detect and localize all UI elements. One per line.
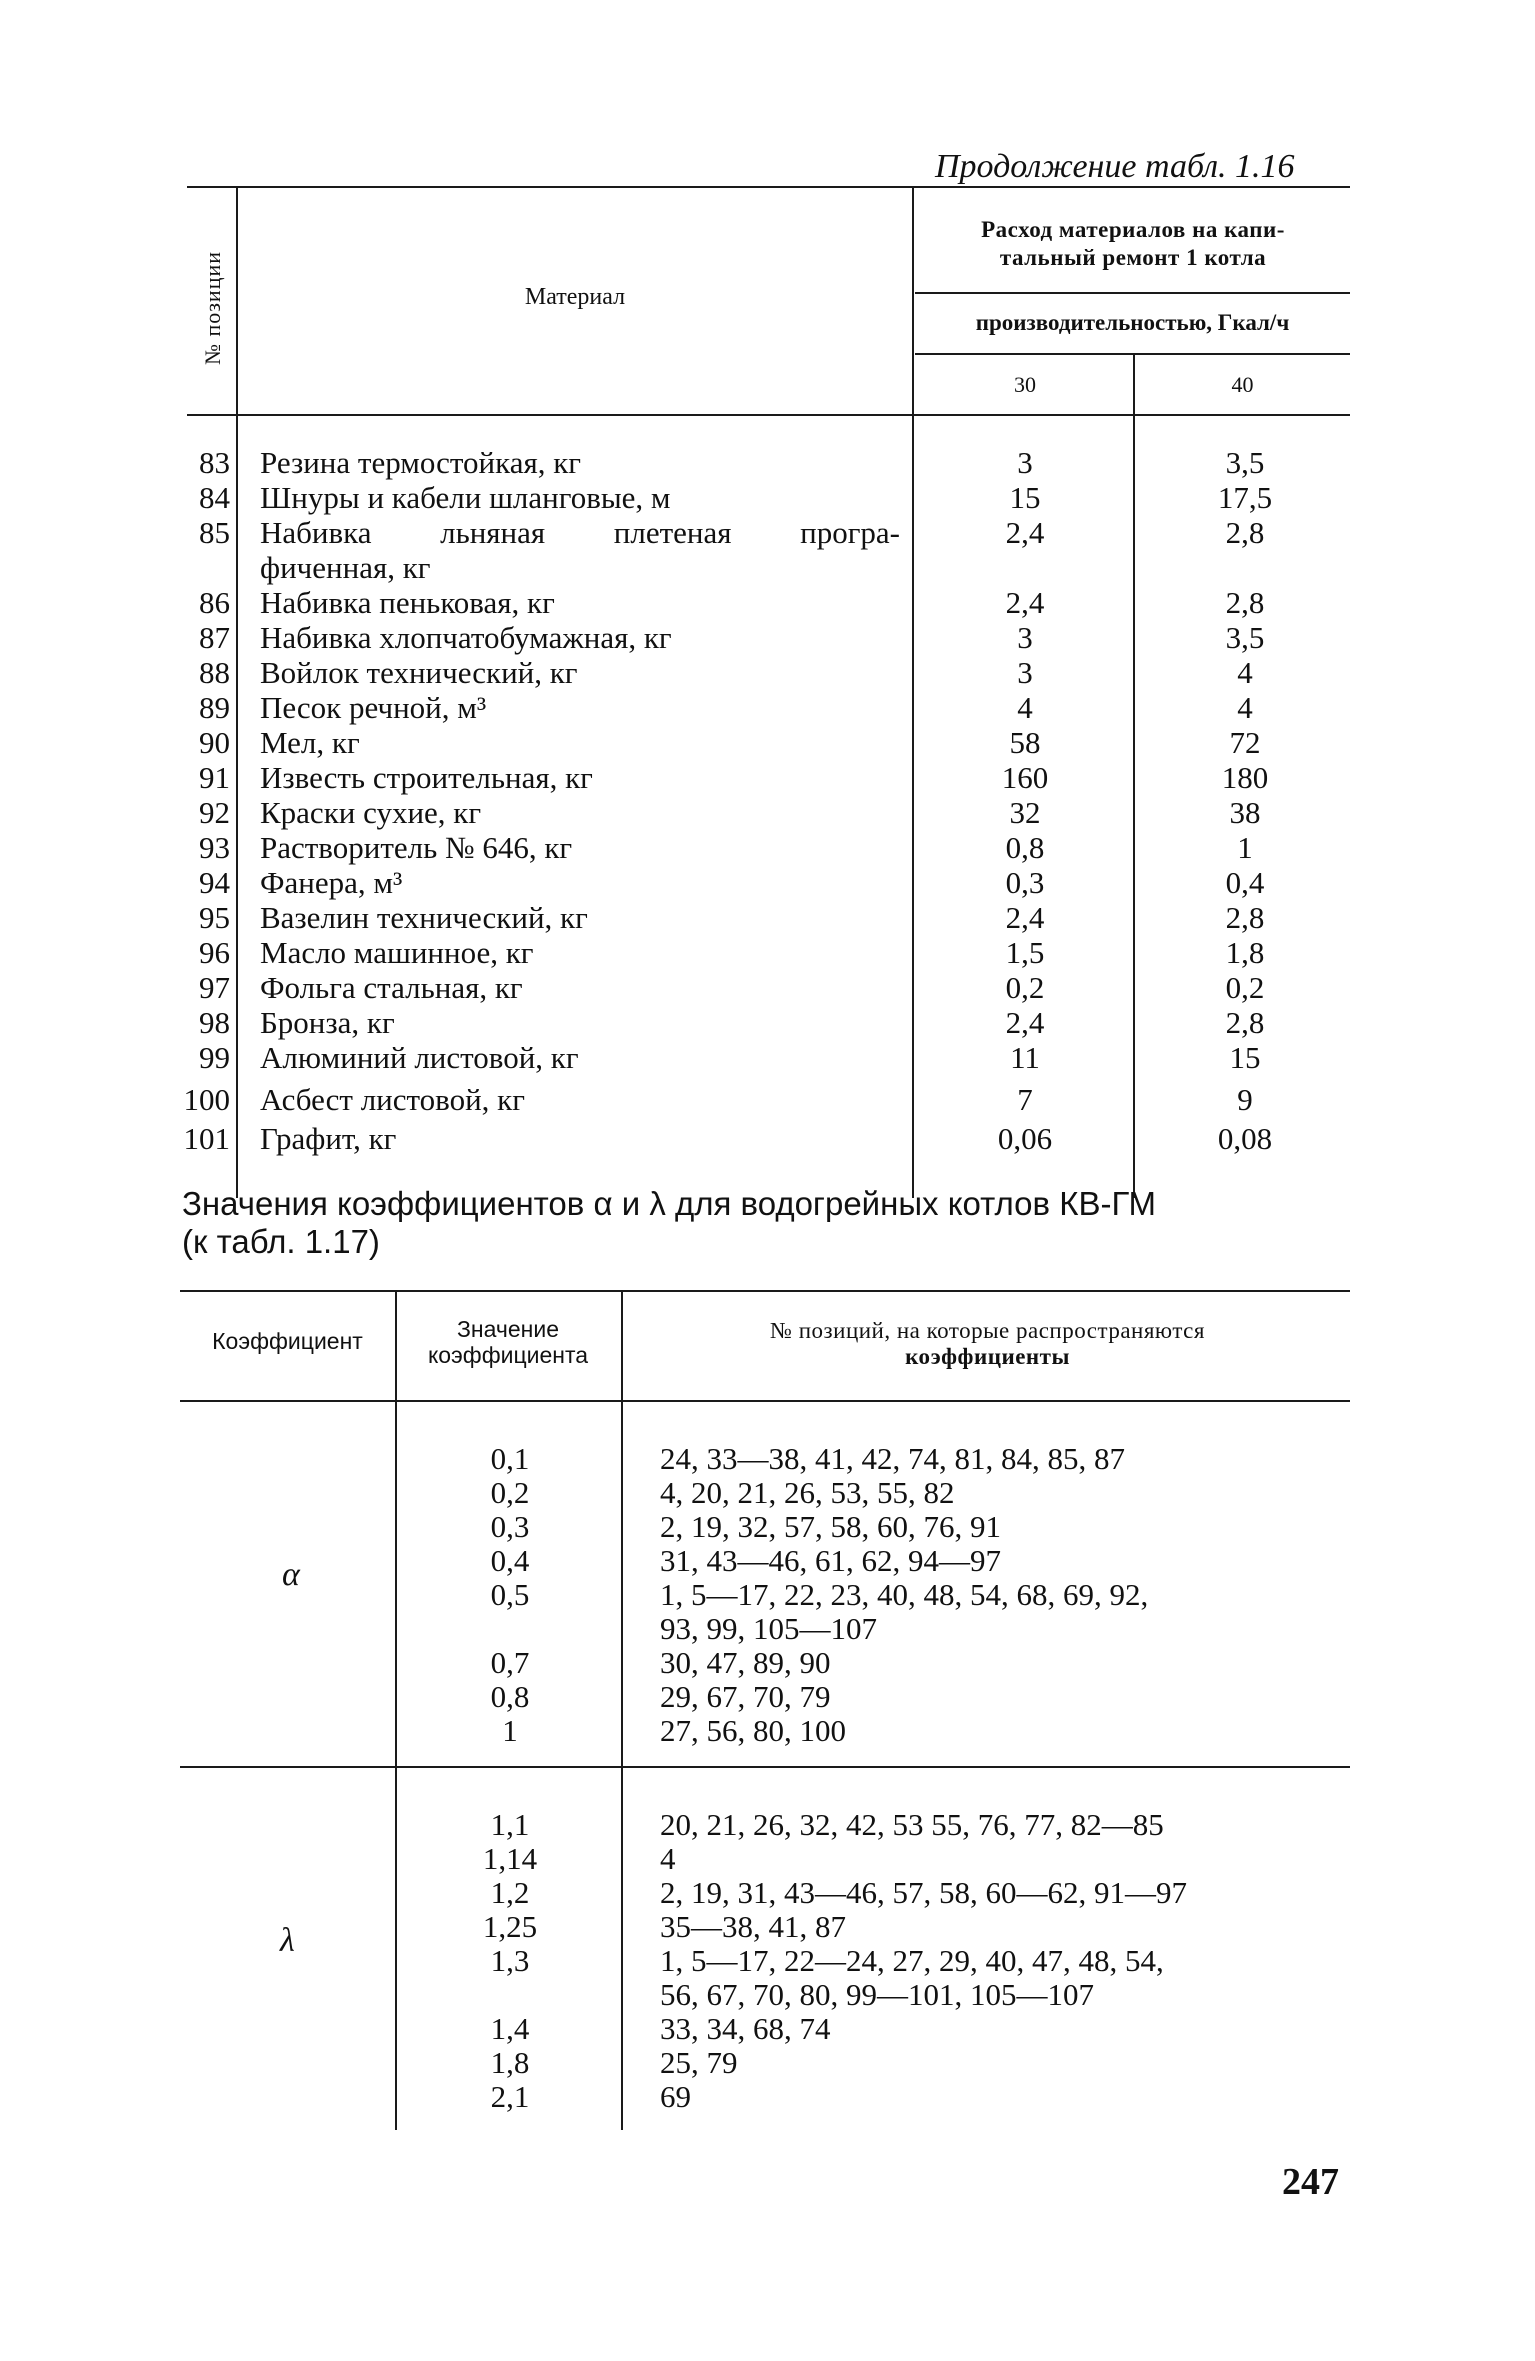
header-capacity: производительностью, Гкал/ч (975, 310, 1290, 335)
coefficient-value: 1,3 (490, 1943, 530, 1978)
position-list: 25, 79 (660, 2045, 738, 2080)
coefficient-value: 1,4 (490, 2011, 530, 2046)
position-list: 31, 43—46, 61, 62, 94—97 (660, 1543, 1001, 1578)
table1-header-rule (187, 414, 1350, 416)
header-positions: № позиций, на которые распространяются коэффициенты (770, 1318, 1205, 1369)
page-number: 247 (1282, 2161, 1339, 2203)
header-material: Материал (524, 284, 626, 310)
position-list: 33, 34, 68, 74 (660, 2011, 831, 2046)
coefficient-value: 1,8 (490, 2045, 530, 2080)
table2-top-rule (180, 1290, 1350, 1292)
lambda-symbol: λ (280, 1922, 295, 1959)
position-list: 2, 19, 31, 43—46, 57, 58, 60—62, 91—97 (660, 1875, 1187, 1910)
position-list: 1, 5—17, 22, 23, 40, 48, 54, 68, 69, 92, (660, 1577, 1149, 1612)
header-coefficient-value: Значение коэффициента (427, 1316, 589, 1368)
coefficient-value: 0,8 (490, 1679, 530, 1714)
coefficient-value: 1,14 (482, 1841, 538, 1876)
position-list: 2, 19, 32, 57, 58, 60, 76, 91 (660, 1509, 1001, 1544)
position-list: 69 (660, 2079, 691, 2114)
continuation-title: Продолжение табл. 1.16 (935, 148, 1295, 185)
table1-top-rule (187, 186, 1350, 188)
coefficient-value: 0,3 (490, 1509, 530, 1544)
position-list: 93, 99, 105—107 (660, 1611, 877, 1646)
position-list: 29, 67, 70, 79 (660, 1679, 831, 1714)
table1-col-divider-2 (912, 188, 914, 1198)
position-list: 30, 47, 89, 90 (660, 1645, 831, 1680)
position-list: 4, 20, 21, 26, 53, 55, 82 (660, 1475, 955, 1510)
header-capacity-30: 30 (1014, 372, 1036, 397)
header-capacity-40: 40 (1231, 372, 1254, 397)
table2-group-rule (180, 1766, 1350, 1768)
position-list: 56, 67, 70, 80, 99—101, 105—107 (660, 1977, 1094, 2012)
position-list: 1, 5—17, 22—24, 27, 29, 40, 47, 48, 54, (660, 1943, 1164, 1978)
coefficient-value: 0,7 (490, 1645, 530, 1680)
position-list: 20, 21, 26, 32, 42, 53 55, 76, 77, 82—85 (660, 1807, 1164, 1842)
header-position-number: № позиции (200, 250, 225, 365)
position-list: 4 (660, 1841, 676, 1876)
coefficient-value: 0,2 (490, 1475, 530, 1510)
table1-col-divider-3 (1133, 355, 1135, 1198)
coefficient-value: 0,5 (490, 1577, 530, 1612)
table2-header-rule (180, 1400, 1350, 1402)
coefficient-value: 1,1 (490, 1807, 530, 1842)
table2-col-divider-2 (621, 1290, 623, 2130)
table1-subheader-rule (915, 292, 1350, 294)
table2-col-divider-1 (395, 1290, 397, 2130)
header-consumption: Расход материалов на капи- тальный ремонт 1 котла (981, 217, 1285, 270)
header-coefficient: Коэффициент (212, 1328, 363, 1354)
coefficient-value: 0,4 (490, 1543, 530, 1578)
table2-caption: Значения коэффициентов α и λ для водогрейных котлов КВ-ГМ (к табл. 1.17) (182, 1185, 1157, 1260)
coefficient-value: 1,25 (482, 1909, 538, 1944)
position-list: 24, 33—38, 41, 42, 74, 81, 84, 85, 87 (660, 1441, 1125, 1476)
alpha-symbol: α (282, 1556, 300, 1593)
position-list: 27, 56, 80, 100 (660, 1713, 846, 1748)
coefficient-value: 0,1 (490, 1441, 530, 1476)
position-list: 35—38, 41, 87 (660, 1909, 846, 1944)
coefficient-value: 2,1 (490, 2079, 530, 2114)
coefficient-value: 1,2 (490, 1875, 530, 1910)
coefficient-value: 1 (502, 1713, 518, 1748)
